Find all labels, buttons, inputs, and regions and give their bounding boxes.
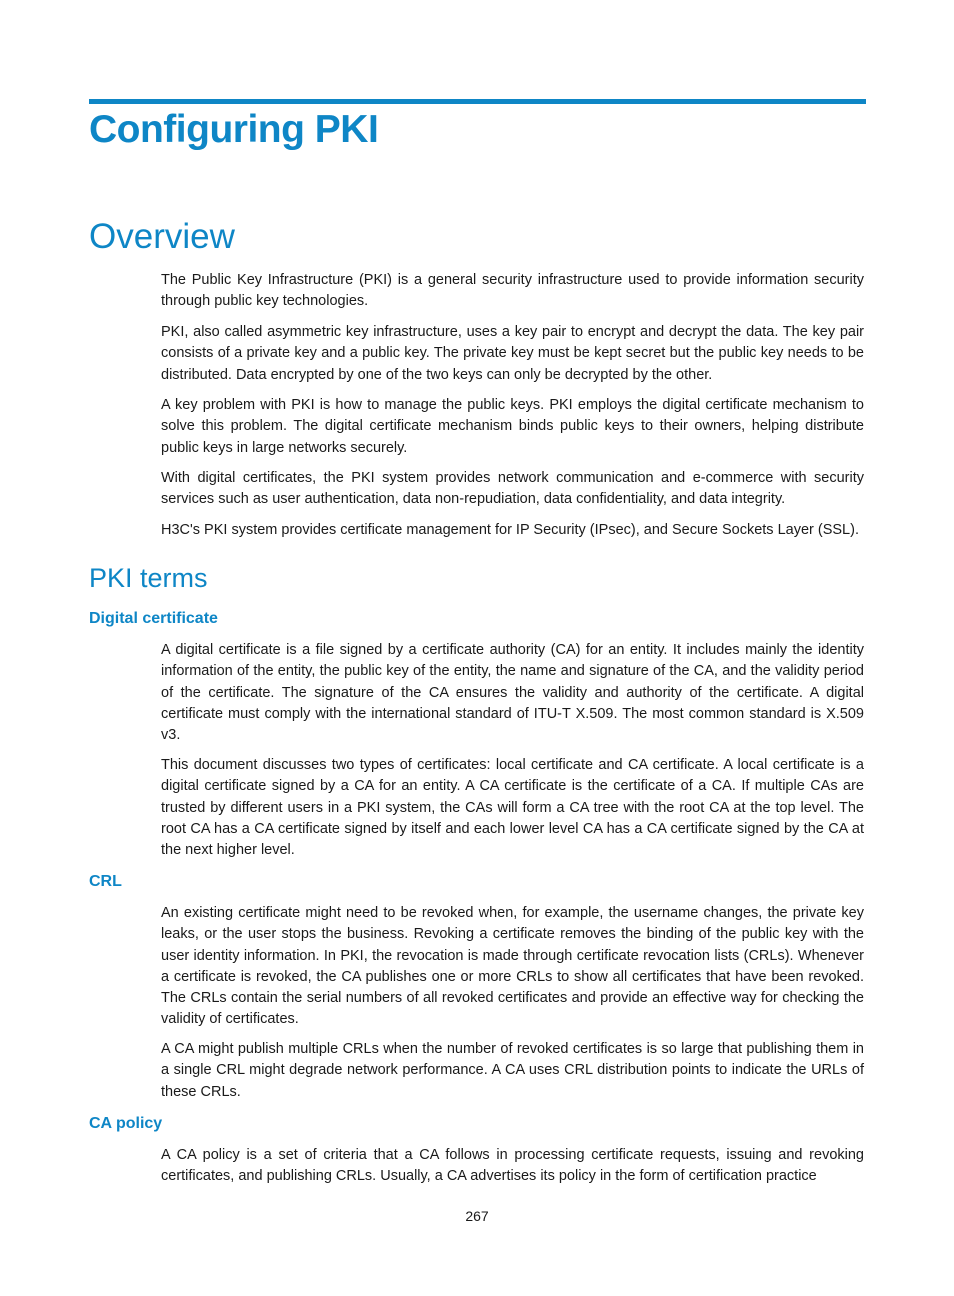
overview-paragraph-2: PKI, also called asymmetric key infrastructure, uses a key pair to encrypt and decrypt the data. The key pair consists of a private key and a public key. The private key must be kept secret but the public key needs to be distributed. Data encrypted by one of the two keys can only be decrypted by the other. — [161, 324, 864, 383]
subsection-heading-ca-policy: CA policy — [89, 1115, 163, 1132]
page-number: 267 — [465, 1208, 489, 1224]
overview-paragraph-1: The Public Key Infrastructure (PKI) is a general security infrastructure used to provide information security through public key technologies. — [161, 272, 864, 310]
subsection-heading-crl: CRL — [89, 873, 122, 890]
ca-policy-paragraph-1: A CA policy is a set of criteria that a CA follows in processing certificate requests, issuing and revoking certificates, and publishing CRLs. Usually, a CA advertises its policy in the form of certification practice — [161, 1147, 864, 1185]
subsection-heading-digital-certificate: Digital certificate — [89, 610, 218, 627]
digital-certificate-paragraph-1: A digital certificate is a file signed by a certificate authority (CA) for an entity. It includes mainly the identity information of the entity, the public key of the entity, the name and signature of the CA, and the validity period of the certificate. The signature of the CA ensures the validity and authority of the certificate. A digital certificate must comply with the international standard of ITU-T X.509. The most common standard is X.509 v3. — [161, 642, 864, 744]
section-heading-overview: Overview — [89, 217, 235, 256]
section-heading-pki-terms: PKI terms — [89, 563, 208, 593]
overview-paragraph-3: A key problem with PKI is how to manage the public keys. PKI employs the digital certificate mechanism to solve this problem. The digital certificate mechanism binds public keys to their owners, helping distribute public keys in large networks securely. — [161, 397, 864, 456]
overview-paragraph-5: H3C's PKI system provides certificate management for IP Security (IPsec), and Secure Sockets Layer (SSL). — [161, 522, 859, 538]
chapter-title: Configuring PKI — [89, 108, 379, 151]
chapter-top-rule — [89, 99, 866, 104]
digital-certificate-paragraph-2: This document discusses two types of certificates: local certificate and CA certificate. A local certificate is a digital certificate signed by a CA for an entity. A CA certificate is the certificate of a CA. If multiple CAs are trusted by different users in a PKI system, the CAs will form a CA tree with the root CA at the top level. The root CA has a CA certificate signed by itself and each lower level CA has a CA certificate signed by the CA at the next higher level. — [161, 757, 864, 859]
crl-paragraph-1: An existing certificate might need to be revoked when, for example, the username changes, the private key leaks, or the user stops the business. Revoking a certificate removes the binding of the public key with the user identity information. In PKI, the revocation is made through certificate revocation lists (CRLs). Whenever a certificate is revoked, the CA publishes one or more CRLs to show all certificates that have been revoked. The CRLs contain the serial numbers of all revoked certificates and provide an effective way for checking the validity of certificates. — [161, 905, 864, 1028]
crl-paragraph-2: A CA might publish multiple CRLs when the number of revoked certificates is so large that publishing them in a single CRL might degrade network performance. A CA uses CRL distribution points to indicate the URLs of these CRLs. — [161, 1041, 864, 1100]
overview-paragraph-4: With digital certificates, the PKI system provides network communication and e-commerce with security services such as user authentication, data non-repudiation, data confidentiality, and data integrity. — [161, 470, 864, 508]
